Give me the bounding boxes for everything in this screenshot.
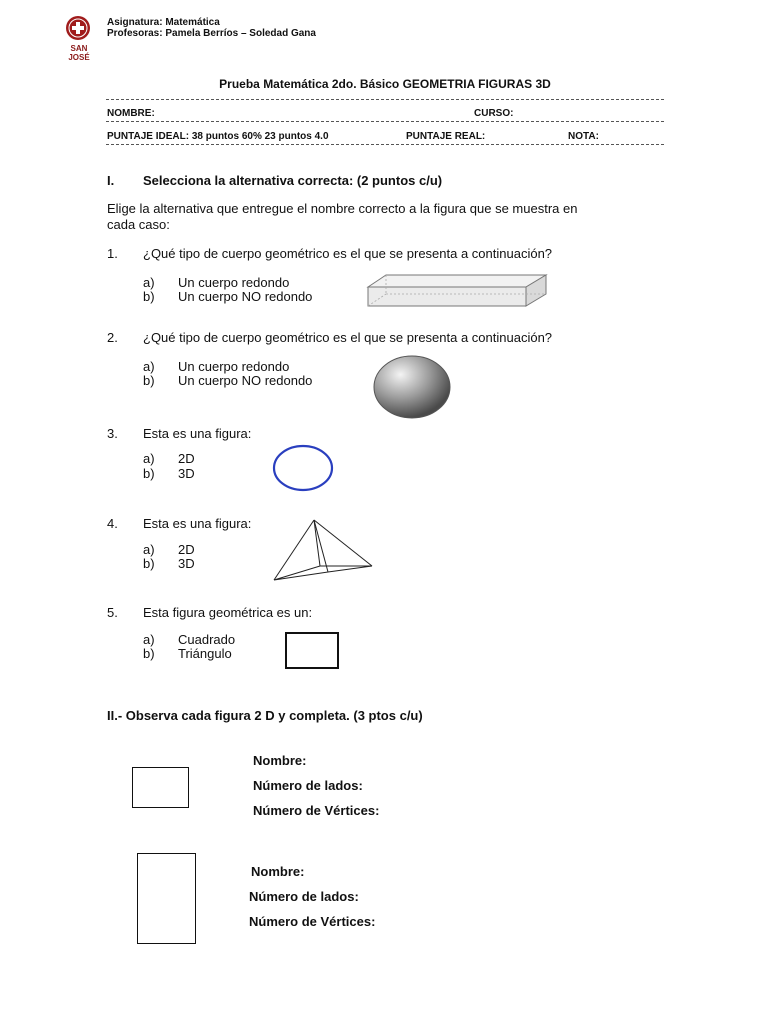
section1-numeral: I.: [107, 173, 115, 188]
question-number: 1.: [107, 246, 118, 261]
teachers-label: Profesoras: Pamela Berríos – Soledad Gana: [107, 28, 316, 39]
option-letter: b): [143, 646, 155, 661]
option-text: Un cuerpo redondo: [178, 359, 290, 374]
option-text: 3D: [178, 556, 195, 571]
field-name-label: Nombre:: [251, 864, 305, 879]
option-letter: b): [143, 466, 155, 481]
option-text: Cuadrado: [178, 632, 236, 647]
option-letter: b): [143, 289, 155, 304]
grade-label: NOTA:: [568, 131, 599, 142]
rectangular-prism-icon: [364, 270, 550, 310]
field-name-label: Nombre:: [253, 753, 307, 768]
section2-heading: II.- Observa cada figura 2 D y completa. (3 ptos c/u): [107, 708, 423, 723]
sphere-icon: [371, 354, 453, 420]
pyramid-icon: [270, 516, 376, 584]
divider: [106, 121, 664, 122]
real-score-label: PUNTAJE REAL:: [406, 131, 486, 142]
divider: [106, 144, 664, 145]
question-number: 5.: [107, 605, 118, 620]
field-sides-label: Número de lados:: [253, 778, 363, 793]
question-text: Esta figura geométrica es un:: [143, 605, 313, 620]
question-text: ¿Qué tipo de cuerpo geométrico es el que se presenta a continuación?: [143, 330, 553, 345]
square-icon: [285, 632, 339, 669]
option-text: 2D: [178, 542, 195, 557]
ideal-score-label: PUNTAJE IDEAL: 38 puntos 60% 23 puntos 4.0: [107, 131, 329, 142]
option-letter: b): [143, 373, 155, 388]
option-text: Un cuerpo NO redondo: [178, 373, 313, 388]
question-number: 4.: [107, 516, 118, 531]
page-title: Prueba Matemática 2do. Básico GEOMETRIA FIGURAS 3D: [219, 77, 551, 91]
option-letter: a): [143, 451, 155, 466]
option-text: Triángulo: [178, 646, 232, 661]
question-text: Esta es una figura:: [143, 426, 252, 441]
section1-instruction: cada caso:: [107, 217, 170, 232]
question-number: 2.: [107, 330, 118, 345]
question-number: 3.: [107, 426, 118, 441]
course-label: CURSO:: [474, 108, 514, 119]
option-text: 2D: [178, 451, 195, 466]
option-letter: a): [143, 632, 155, 647]
name-label: NOMBRE:: [107, 108, 155, 119]
option-text: Un cuerpo redondo: [178, 275, 290, 290]
question-text: Esta es una figura:: [143, 516, 252, 531]
option-letter: a): [143, 359, 155, 374]
field-vertices-label: Número de Vértices:: [253, 803, 380, 818]
option-text: Un cuerpo NO redondo: [178, 289, 313, 304]
field-vertices-label: Número de Vértices:: [249, 914, 376, 929]
option-text: 3D: [178, 466, 195, 481]
divider: [106, 99, 664, 100]
section1-heading: Selecciona la alternativa correcta: (2 puntos c/u): [143, 173, 443, 188]
question-text: ¿Qué tipo de cuerpo geométrico es el que se presenta a continuación?: [143, 246, 553, 261]
section1-instruction: Elige la alternativa que entregue el nombre correcto a la figura que se muestra en: [107, 201, 578, 216]
option-letter: b): [143, 556, 155, 571]
field-sides-label: Número de lados:: [249, 889, 359, 904]
circle-icon: [270, 442, 338, 494]
rectangle-wide-icon: [132, 767, 189, 808]
option-letter: a): [143, 542, 155, 557]
rectangle-tall-icon: [137, 853, 196, 944]
subject-label: Asignatura: Matemática: [107, 17, 220, 28]
option-letter: a): [143, 275, 155, 290]
school-name: SAN JOSÉ: [68, 44, 90, 62]
